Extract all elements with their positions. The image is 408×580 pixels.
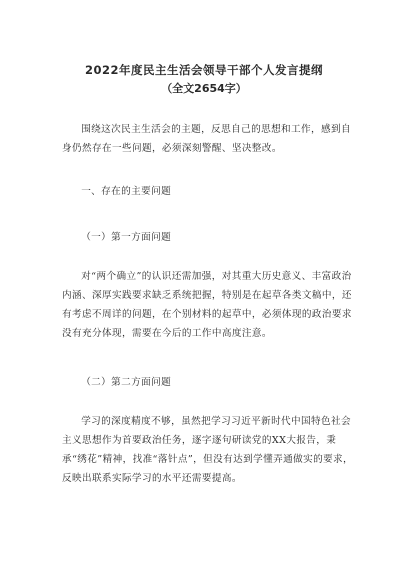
subsection-heading-2: （二）第二方面问题 [81, 377, 172, 388]
paragraph-intro: 围绕这次民主生活会的主题，反思自己的思想和工作，感到自身仍然存在一些问题，必须深刻警醒、坚决整改。 [62, 124, 352, 154]
subsection-heading-1: （一）第一方面问题 [81, 232, 172, 243]
section-heading-1: 一、存在的主要问题 [81, 186, 172, 197]
document-title: 2022年度民主生活会领导干部个人发言提纲 [84, 63, 323, 77]
paragraph-problem-2: 学习的深度精度不够，虽然把学习习近平新时代中国特色社会主义思想作为首要政治任务，逐字逐句研读党的XX大报告，秉承“绣花”精神，找准“落针点”，但没有达到学懂弄通做实的要求，反映出联系实际学习的水平还需要提高。 [62, 416, 354, 484]
document-subtitle: （全文2654字） [161, 82, 247, 95]
paragraph-problem-1: 对“两个确立”的认识还需加强，对其重大历史意义、丰富政治内涵、深厚实践要求缺乏系统把握，特别是在起草各类文稿中，还有考虑不周详的问题，在个别材料的起草中，必须体现的政治要求没有充分体现，需要在今后的工作中高度注意。 [62, 271, 352, 339]
